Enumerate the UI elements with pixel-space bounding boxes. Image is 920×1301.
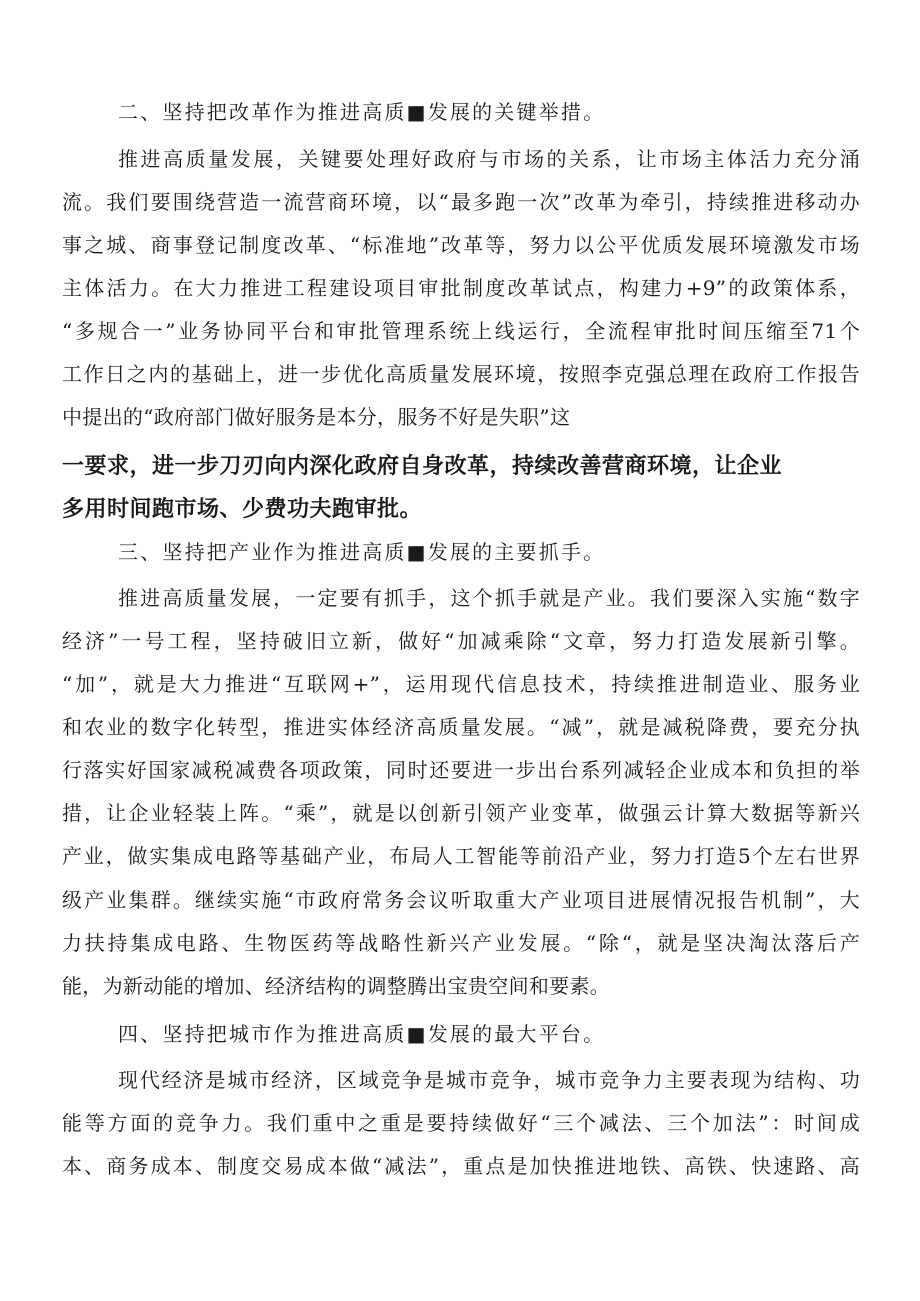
paragraph-line: 事之城、商事登记制度改革、“标准地”改革等，努力以公平优质发展环境激发市场 <box>62 233 860 257</box>
paragraph-line: 流。我们要围绕营造一流营商环境，以“最多跑一次”改革为牵引，持续推进移动办 <box>62 190 860 214</box>
paragraph-line: 推进高质量发展，一定要有抓手，这个抓手就是产业。我们要深入实施“数字 <box>118 586 860 610</box>
paragraph-line: 能，为新动能的增加、经济结构的调整腾出宝贵空间和要素。 <box>62 974 611 998</box>
paragraph-line: 经济”一号工程，坚持破旧立新，做好“加减乘除“文章，努力打造发展新引擎。 <box>62 629 860 653</box>
paragraph-line: 能等方面的竞争力。我们重中之重是要持续做好“三个减法、三个加法”：时间成 <box>62 1111 860 1135</box>
paragraph-line: 工作日之内的基础上，进一步优化高质量发展环境，按照李克强总理在政府工作报告 <box>62 362 860 386</box>
paragraph-line: 产业，做实集成电路等基础产业，布局人工智能等前沿产业，努力打造5个左右世界 <box>62 844 860 868</box>
paragraph-line: 现代经济是城市经济，区域竞争是城市竞争，城市竞争力主要表现为结构、功 <box>118 1068 860 1092</box>
bold-paragraph-line: 一要求，进一步刀刃向内深化政府自身改革，持续改善营商环境，让企业 <box>62 454 783 479</box>
section-heading-3: 三、坚持把产业作为推进高质■发展的主要抓手。 <box>118 540 606 564</box>
paragraph-line: 级产业集群。继续实施“市政府常务会议听取重大产业项目进展情况报告机制”，大 <box>62 888 860 912</box>
section-heading-4: 四、坚持把城市作为推进高质■发展的最大平台。 <box>118 1022 606 1046</box>
paragraph-line: 行落实好国家减税减费各项政策，同时还要进一步出台系列减轻企业成本和负担的举 <box>62 758 860 782</box>
paragraph-line: 中提出的“政府部门做好服务是本分，服务不好是失职”这 <box>62 405 571 429</box>
paragraph-line: “多规合一”业务协同平台和审批管理系统上线运行，全流程审批时间压缩至71个 <box>62 319 860 343</box>
paragraph-line: 主体活力。在大力推进工程建设项目审批制度改革试点，构建力+9”的政策体系， <box>62 276 860 300</box>
paragraph-line: 力扶持集成电路、生物医药等战略性新兴产业发展。“除“，就是坚决淘汰落后产 <box>62 931 860 955</box>
section-heading-2: 二、坚持把改革作为推进高质■发展的关键举措。 <box>118 100 606 124</box>
bold-paragraph-line: 多用时间跑市场、少费功夫跑审批。 <box>62 497 423 522</box>
paragraph-line: 本、商务成本、制度交易成本做“减法”，重点是加快推进地铁、高铁、快速路、高 <box>62 1154 860 1178</box>
paragraph-line: “加”，就是大力推进“互联网+”，运用现代信息技术，持续推进制造业、服务业 <box>62 672 860 696</box>
paragraph-line: 推进高质量发展，关键要处理好政府与市场的关系，让市场主体活力充分涌 <box>118 147 860 171</box>
paragraph-line: 措，让企业轻装上阵。“乘”，就是以创新引领产业变革，做强云计算大数据等新兴 <box>62 801 860 825</box>
paragraph-line: 和农业的数字化转型，推进实体经济高质量发展。“减”，就是减税降费，要充分执 <box>62 715 860 739</box>
